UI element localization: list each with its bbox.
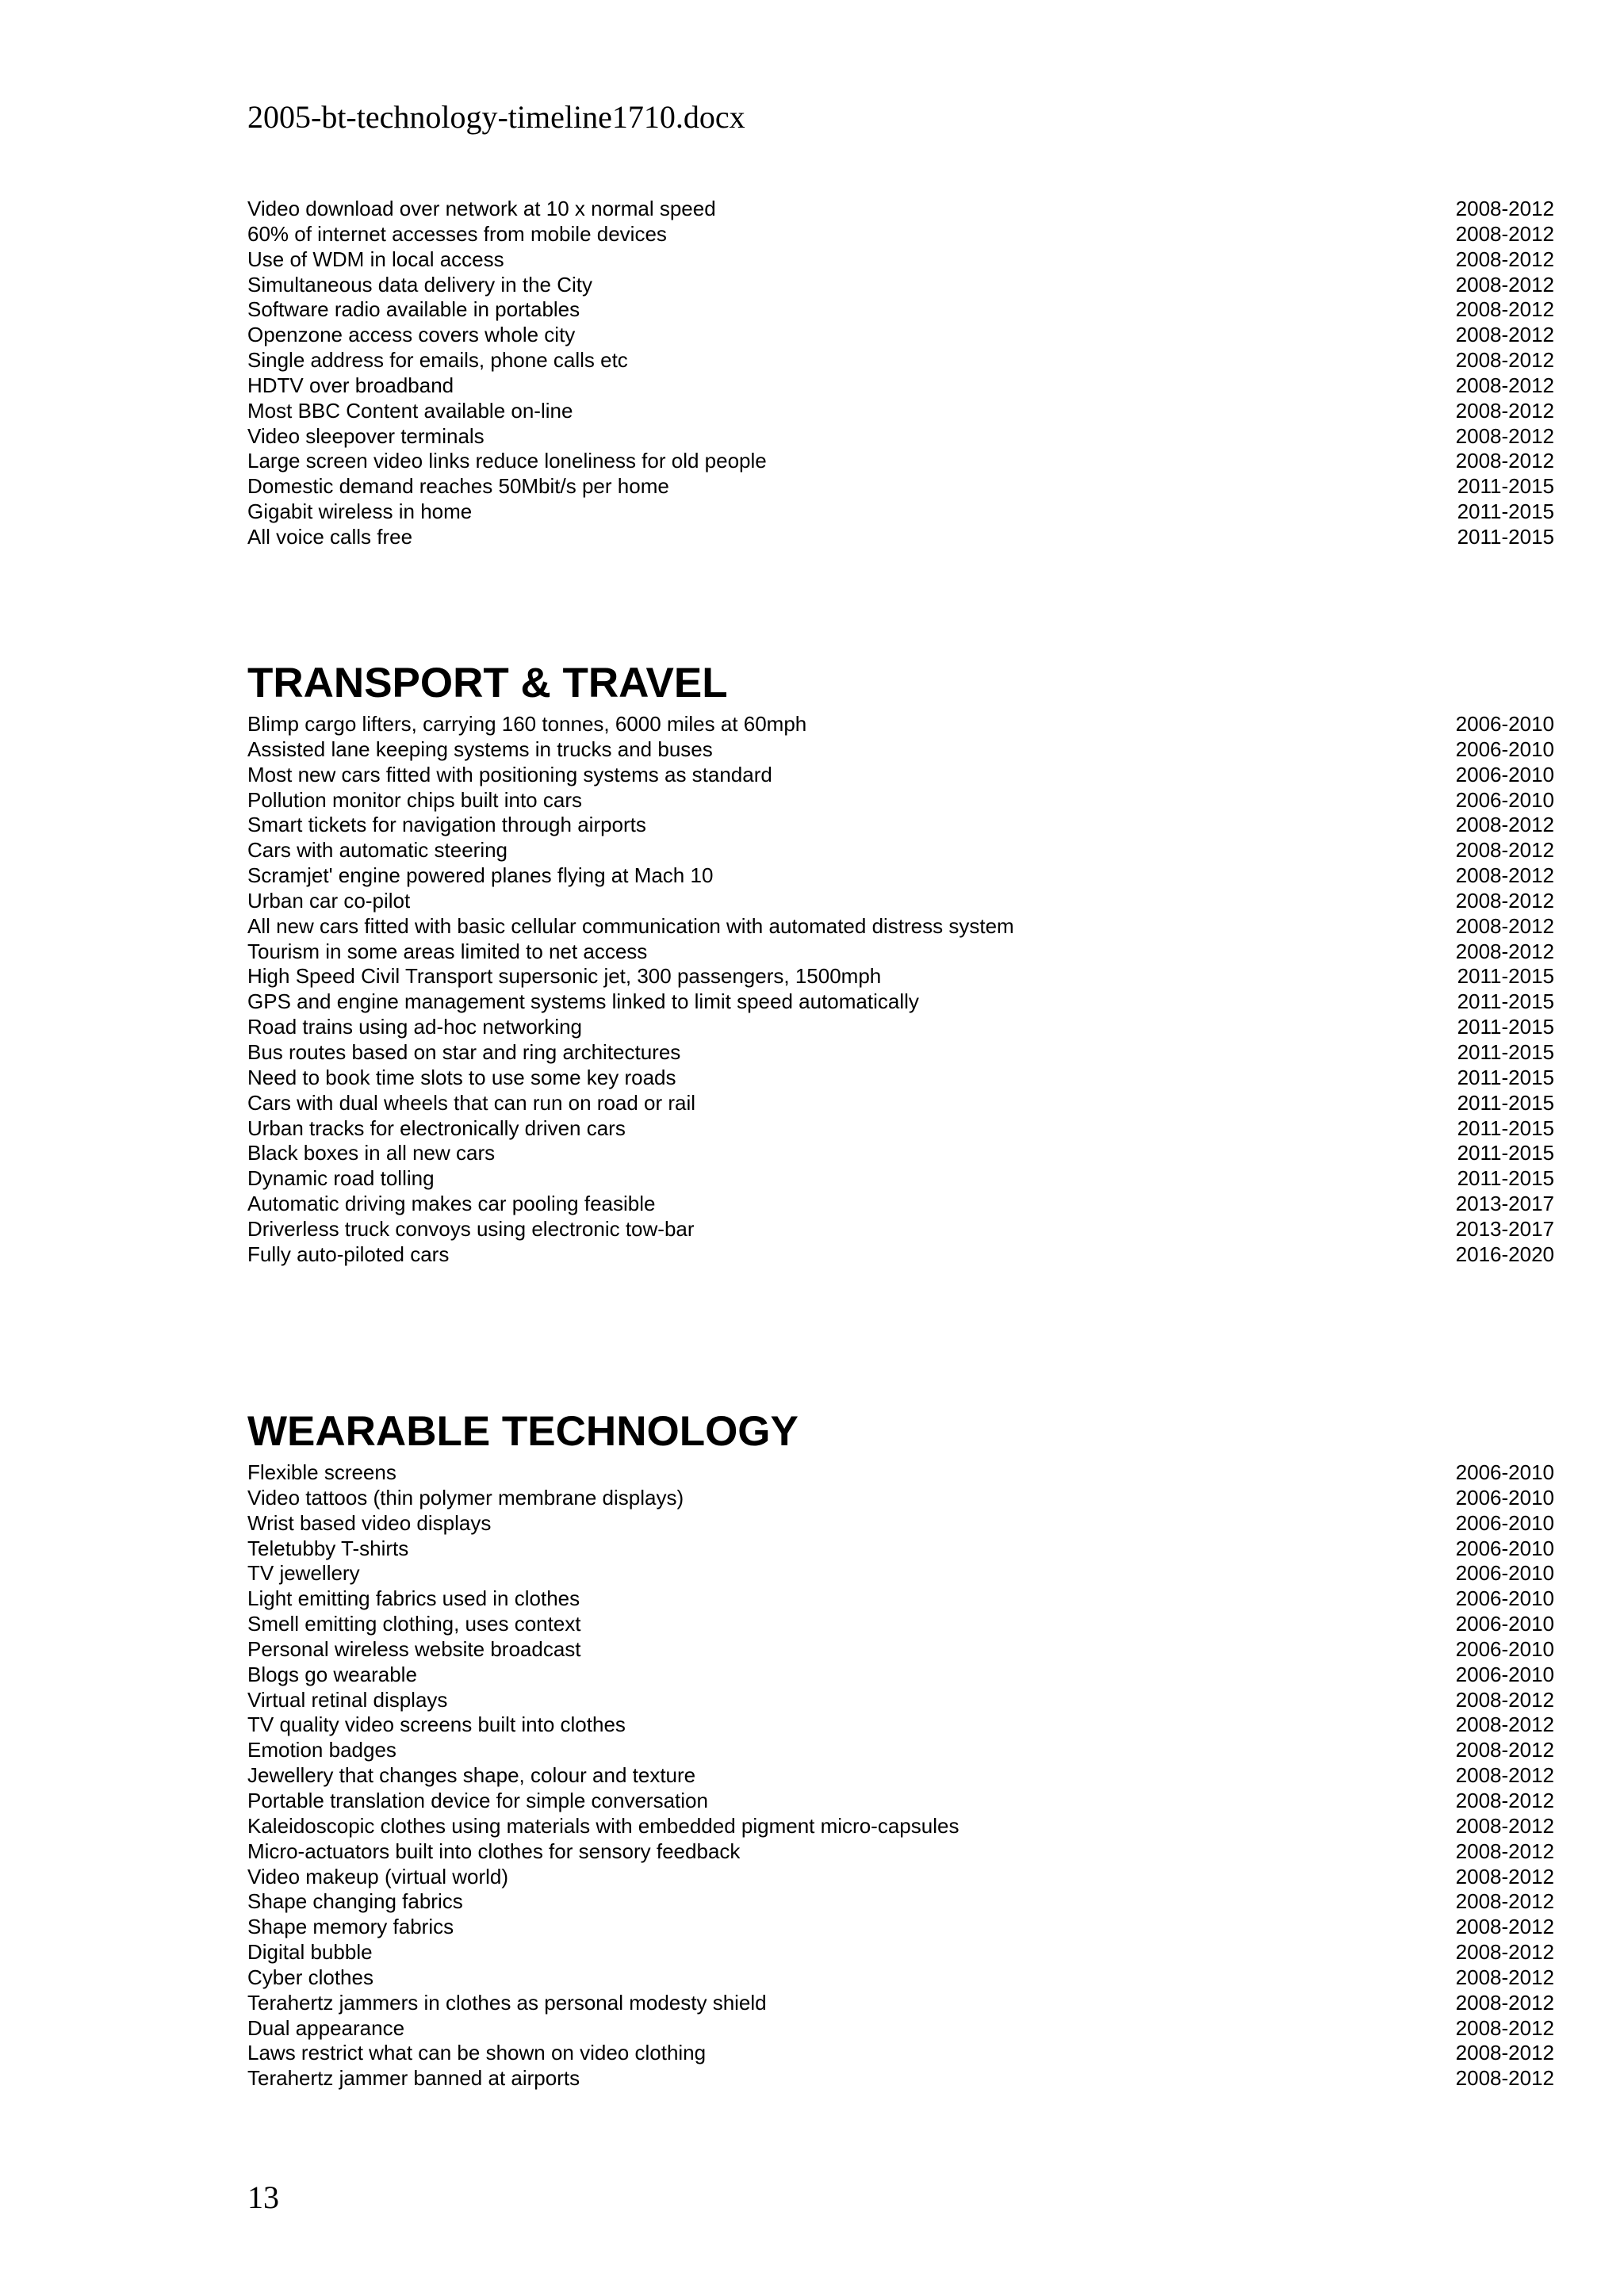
prediction-label: Personal wireless website broadcast	[247, 1636, 581, 1661]
prediction-label: Shape memory fabrics	[247, 1915, 454, 1939]
prediction-label: Wrist based video displays	[247, 1510, 492, 1535]
timeline-row	[247, 1486, 1554, 1511]
prediction-label: Teletubby T-shirts	[247, 1536, 409, 1560]
prediction-years: 2008-2012	[1455, 398, 1554, 423]
prediction-years: 2008-2012	[1455, 1712, 1554, 1737]
prediction-label: GPS and engine management systems linked to limit speed automatically	[247, 989, 919, 1014]
prediction-label: Gigabit wireless in home	[247, 499, 473, 524]
timeline-row	[247, 323, 1554, 348]
timeline-row	[247, 1814, 1554, 1839]
prediction-label: Jewellery that changes shape, colour and texture	[247, 1763, 696, 1788]
timeline-row	[247, 989, 1554, 1015]
page-number: 13	[247, 2179, 279, 2215]
prediction-label: Automatic driving makes car pooling feasible	[247, 1192, 656, 1216]
prediction-years: 2006-2010	[1455, 1485, 1554, 1510]
timeline-row	[247, 838, 1554, 863]
timeline-row	[247, 737, 1554, 763]
timeline-row	[247, 1166, 1554, 1192]
prediction-label: Cyber clothes	[247, 1965, 373, 1989]
timeline-row	[247, 1865, 1554, 1890]
prediction-label: Video sleepover terminals	[247, 423, 485, 448]
section-rows	[247, 1460, 1554, 2091]
document-filename-header: 2005-bt-technology-timeline1710.docx	[247, 99, 745, 135]
timeline-row	[247, 1066, 1554, 1091]
prediction-years: 2008-2012	[1455, 1940, 1554, 1965]
prediction-years: 2008-2012	[1455, 247, 1554, 271]
prediction-years: 2016-2020	[1455, 1242, 1554, 1266]
prediction-years: 2006-2010	[1455, 1612, 1554, 1636]
timeline-row	[247, 1511, 1554, 1536]
prediction-years: 2006-2010	[1455, 737, 1554, 761]
timeline-row	[247, 1091, 1554, 1116]
prediction-label: TV quality video screens built into clothes	[247, 1712, 626, 1737]
prediction-label: Assisted lane keeping systems in trucks and buses	[247, 737, 713, 761]
prediction-label: Blogs go wearable	[247, 1662, 417, 1686]
timeline-row	[247, 1940, 1554, 1965]
prediction-years: 2008-2012	[1455, 348, 1554, 373]
timeline-row	[247, 297, 1554, 323]
prediction-label: Video makeup (virtual world)	[247, 1864, 508, 1888]
timeline-row	[247, 348, 1554, 373]
prediction-years: 2008-2012	[1455, 838, 1554, 863]
prediction-years: 2011-2015	[1457, 1065, 1554, 1089]
prediction-label: Road trains using ad-hoc networking	[247, 1015, 583, 1039]
timeline-row	[247, 1536, 1554, 1562]
prediction-label: Use of WDM in local access	[247, 247, 504, 271]
prediction-label: Smart tickets for navigation through airports	[247, 813, 646, 837]
prediction-years: 2006-2010	[1455, 712, 1554, 736]
prediction-label: 60% of internet accesses from mobile devices	[247, 221, 667, 246]
timeline-row	[247, 1889, 1554, 1915]
timeline-row	[247, 499, 1554, 525]
prediction-years: 2008-2012	[1455, 1788, 1554, 1812]
prediction-label: Flexible screens	[247, 1460, 396, 1484]
timeline-row	[247, 449, 1554, 474]
timeline-row	[247, 939, 1554, 965]
prediction-years: 2011-2015	[1457, 1166, 1554, 1191]
prediction-years: 2011-2015	[1457, 1015, 1554, 1039]
prediction-years: 2008-2012	[1455, 813, 1554, 837]
prediction-years: 2006-2010	[1455, 1561, 1554, 1586]
prediction-label: Need to book time slots to use some key roads	[247, 1065, 676, 1089]
timeline-row	[247, 474, 1554, 499]
timeline-row	[247, 1217, 1554, 1242]
prediction-years: 2008-2012	[1455, 272, 1554, 297]
timeline-row	[247, 247, 1554, 273]
timeline-row	[247, 2041, 1554, 2066]
prediction-years: 2008-2012	[1455, 913, 1554, 938]
prediction-years: 2008-2012	[1455, 939, 1554, 963]
timeline-row	[247, 273, 1554, 298]
prediction-label: All new cars fitted with basic cellular communication with automated distress system	[247, 913, 1014, 938]
timeline-row	[247, 964, 1554, 989]
prediction-label: Blimp cargo lifters, carrying 160 tonnes, 6000 miles at 60mph	[247, 712, 807, 736]
timeline-row	[247, 1915, 1554, 1940]
prediction-label: Single address for emails, phone calls etc	[247, 348, 628, 373]
prediction-label: Video download over network at 10 x normal speed	[247, 197, 716, 220]
prediction-years: 2008-2012	[1455, 373, 1554, 397]
prediction-years: 2011-2015	[1457, 989, 1554, 1014]
prediction-years: 2011-2015	[1457, 1115, 1554, 1140]
prediction-label: Scramjet' engine powered planes flying at Mach 10	[247, 863, 714, 888]
prediction-label: Most BBC Content available on-line	[247, 398, 573, 423]
section-rows	[247, 197, 1554, 550]
prediction-label: Most new cars fitted with positioning systems as standard	[247, 762, 772, 786]
timeline-row	[247, 1116, 1554, 1142]
timeline-row	[247, 222, 1554, 247]
prediction-label: Emotion badges	[247, 1738, 396, 1762]
prediction-label: Openzone access covers whole city	[247, 323, 576, 347]
prediction-years: 2006-2010	[1455, 1662, 1554, 1686]
prediction-label: Cars with dual wheels that can run on road or rail	[247, 1090, 696, 1115]
section-communications	[247, 197, 1554, 550]
prediction-label: Tourism in some areas limited to net access	[247, 939, 648, 963]
prediction-years: 2008-2012	[1455, 323, 1554, 347]
prediction-years: 2008-2012	[1455, 1813, 1554, 1838]
prediction-label: Terahertz jammer banned at airports	[247, 2066, 580, 2091]
section-wearable-technology	[247, 1406, 1554, 2091]
timeline-row	[247, 2016, 1554, 2042]
timeline-row	[247, 1712, 1554, 1738]
prediction-years: 2006-2010	[1455, 1586, 1554, 1611]
timeline-row	[247, 399, 1554, 424]
prediction-years: 2006-2010	[1455, 1510, 1554, 1535]
prediction-years: 2006-2010	[1455, 1536, 1554, 1560]
prediction-years: 2008-2012	[1455, 221, 1554, 246]
prediction-years: 2008-2012	[1455, 423, 1554, 448]
prediction-years: 2011-2015	[1457, 474, 1554, 499]
prediction-label: High Speed Civil Transport supersonic jet, 300 passengers, 1500mph	[247, 964, 882, 989]
timeline-row	[247, 1839, 1554, 1865]
prediction-label: Pollution monitor chips built into cars	[247, 787, 582, 812]
prediction-years: 2006-2010	[1455, 1636, 1554, 1661]
prediction-label: Kaleidoscopic clothes using materials with embedded pigment micro-capsules	[247, 1813, 959, 1838]
prediction-label: Digital bubble	[247, 1940, 373, 1965]
section-transport-travel	[247, 658, 1554, 1268]
timeline-row	[247, 914, 1554, 939]
timeline-row	[247, 813, 1554, 838]
prediction-years: 2008-2012	[1455, 197, 1554, 220]
prediction-label: Laws restrict what can be shown on video clothing	[247, 2041, 707, 2065]
prediction-label: Black boxes in all new cars	[247, 1141, 496, 1165]
prediction-years: 2006-2010	[1455, 1460, 1554, 1484]
prediction-years: 2011-2015	[1457, 964, 1554, 989]
timeline-row	[247, 373, 1554, 399]
prediction-years: 2008-2012	[1455, 863, 1554, 888]
timeline-row	[247, 712, 1554, 737]
timeline-row	[247, 1612, 1554, 1637]
timeline-row	[247, 1763, 1554, 1789]
prediction-years: 2008-2012	[1455, 1990, 1554, 2015]
prediction-label: Urban car co-pilot	[247, 888, 411, 913]
prediction-label: Urban tracks for electronically driven cars	[247, 1115, 626, 1140]
timeline-row	[247, 1040, 1554, 1066]
prediction-years: 2013-2017	[1455, 1216, 1554, 1241]
prediction-label: Light emitting fabrics used in clothes	[247, 1586, 580, 1611]
prediction-label: Video tattoos (thin polymer membrane displays)	[247, 1485, 684, 1510]
prediction-years: 2011-2015	[1457, 524, 1554, 549]
section-rows	[247, 712, 1554, 1268]
prediction-label: Micro-actuators built into clothes for sensory feedback	[247, 1839, 741, 1863]
prediction-label: Software radio available in portables	[247, 297, 580, 322]
prediction-years: 2006-2010	[1455, 762, 1554, 786]
prediction-label: Smell emitting clothing, uses context	[247, 1612, 581, 1636]
prediction-years: 2008-2012	[1455, 2066, 1554, 2091]
timeline-row	[247, 1242, 1554, 1268]
prediction-label: Driverless truck convoys using electronic tow-bar	[247, 1216, 695, 1241]
prediction-years: 2013-2017	[1455, 1192, 1554, 1216]
prediction-years: 2008-2012	[1455, 1965, 1554, 1989]
prediction-label: Terahertz jammers in clothes as personal modesty shield	[247, 1990, 767, 2015]
prediction-years: 2008-2012	[1455, 1687, 1554, 1712]
timeline-row	[247, 1789, 1554, 1814]
prediction-label: TV jewellery	[247, 1561, 360, 1586]
timeline-row	[247, 1965, 1554, 1991]
prediction-label: Dual appearance	[247, 2015, 405, 2040]
prediction-label: Bus routes based on star and ring architectures	[247, 1039, 681, 1064]
timeline-row	[247, 889, 1554, 914]
prediction-years: 2008-2012	[1455, 1839, 1554, 1863]
prediction-label: Large screen video links reduce loneliness for old people	[247, 449, 767, 473]
prediction-years: 2008-2012	[1455, 2015, 1554, 2040]
prediction-years: 2008-2012	[1455, 297, 1554, 322]
timeline-row	[247, 1663, 1554, 1688]
section-heading: WEARABLE TECHNOLOGY	[247, 1408, 799, 1455]
prediction-years: 2011-2015	[1457, 1141, 1554, 1165]
prediction-years: 2011-2015	[1457, 1090, 1554, 1115]
prediction-label: Dynamic road tolling	[247, 1166, 435, 1191]
timeline-row	[247, 863, 1554, 889]
timeline-row	[247, 1991, 1554, 2016]
timeline-row	[247, 1738, 1554, 1763]
prediction-years: 2008-2012	[1455, 1889, 1554, 1914]
prediction-years: 2008-2012	[1455, 1864, 1554, 1888]
prediction-label: Domestic demand reaches 50Mbit/s per home	[247, 474, 669, 499]
prediction-label: All voice calls free	[247, 524, 413, 549]
prediction-label: HDTV over broadband	[247, 373, 454, 397]
prediction-label: Fully auto-piloted cars	[247, 1242, 450, 1266]
timeline-row	[247, 1192, 1554, 1217]
prediction-label: Cars with automatic steering	[247, 838, 508, 863]
prediction-years: 2011-2015	[1457, 499, 1554, 524]
prediction-years: 2008-2012	[1455, 888, 1554, 913]
timeline-row	[247, 1586, 1554, 1612]
prediction-years: 2008-2012	[1455, 1915, 1554, 1939]
timeline-row	[247, 788, 1554, 813]
section-heading: TRANSPORT & TRAVEL	[247, 660, 728, 706]
prediction-years: 2008-2012	[1455, 1738, 1554, 1762]
timeline-row	[247, 525, 1554, 550]
timeline-row	[247, 197, 1554, 222]
prediction-years: 2008-2012	[1455, 449, 1554, 473]
prediction-label: Virtual retinal displays	[247, 1687, 448, 1712]
timeline-row	[247, 1561, 1554, 1586]
prediction-years: 2006-2010	[1455, 787, 1554, 812]
timeline-row	[247, 2066, 1554, 2091]
prediction-years: 2011-2015	[1457, 1039, 1554, 1064]
prediction-label: Simultaneous data delivery in the City	[247, 272, 593, 297]
prediction-label: Portable translation device for simple conversation	[247, 1788, 708, 1812]
timeline-row	[247, 1460, 1554, 1486]
timeline-row	[247, 763, 1554, 788]
timeline-row	[247, 1015, 1554, 1040]
prediction-label: Shape changing fabrics	[247, 1889, 463, 1914]
timeline-row	[247, 1688, 1554, 1713]
prediction-years: 2008-2012	[1455, 1763, 1554, 1788]
timeline-row	[247, 424, 1554, 450]
timeline-row	[247, 1141, 1554, 1166]
timeline-row	[247, 1637, 1554, 1663]
prediction-years: 2008-2012	[1455, 2041, 1554, 2065]
